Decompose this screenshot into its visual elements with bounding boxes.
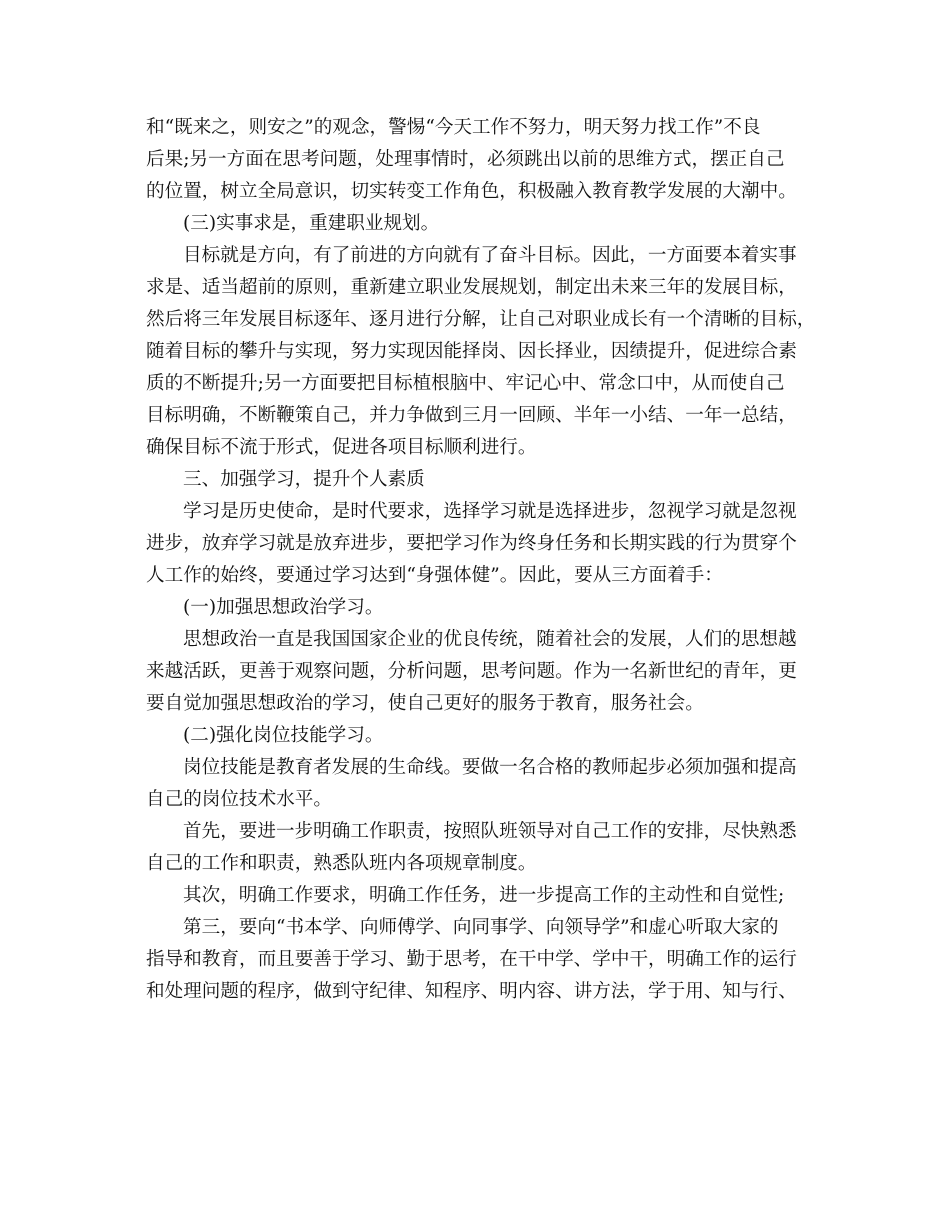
text-line: 自己的岗位技术水平。: [146, 789, 332, 810]
text-line: 首先，要进一步明确工作职责，按照队班领导对自己工作的安排，尽快熟悉: [183, 821, 797, 842]
section-heading: (二)强化岗位技能学习。: [183, 725, 384, 746]
text-line: 的位置，树立全局意识，切实转变工作角色，积极融入教育教学发展的大潮中。: [146, 181, 797, 202]
text-line: 岗位技能是教育者发展的生命线。要做一名合格的教师起步必须加强和提高: [183, 757, 797, 778]
section-heading: (一)加强思想政治学习。: [183, 597, 384, 618]
text-line: 随着目标的攀升与实现，努力实现因能择岗、因长择业，因绩提升，促进综合素: [146, 341, 797, 362]
text-line: 确保目标不流于形式，促进各项目标顺利进行。: [146, 437, 537, 458]
text-line: 进步，放弃学习就是放弃进步，要把学习作为终身任务和长期实践的行为贯穿个: [146, 533, 797, 554]
text-line: 人工作的始终，要通过学习达到“身强体健”。因此，要从三方面着手：: [146, 565, 723, 586]
text-line: 指导和教育，而且要善于学习、勤于思考，在干中学、学中干，明确工作的运行: [146, 949, 797, 970]
text-line: 第三，要向“书本学、向师傅学、向同事学、向领导学”和虚心听取大家的: [183, 917, 779, 938]
text-line: 目标明确，不断鞭策自己，并力争做到三月一回顾、半年一小结、一年一总结，: [146, 405, 797, 426]
text-line: 然后将三年发展目标逐年、逐月进行分解，让自己对职业成长有一个清晰的目标，: [146, 309, 816, 330]
text-line: 要自觉加强思想政治的学习，使自己更好的服务于教育，服务社会。: [146, 693, 704, 714]
text-line: 来越活跃，更善于观察问题，分析问题，思考问题。作为一名新世纪的青年，更: [146, 661, 797, 682]
text-line: 和处理问题的程序，做到守纪律、知程序、明内容、讲方法，学于用、知与行、: [146, 981, 797, 1002]
text-line: 目标就是方向，有了前进的方向就有了奋斗目标。因此，一方面要本着实事: [183, 245, 797, 266]
text-line: 其次，明确工作要求，明确工作任务，进一步提高工作的主动性和自觉性;: [183, 885, 785, 906]
text-line: 思想政治一直是我国国家企业的优良传统，随着社会的发展，人们的思想越: [183, 629, 797, 650]
text-line: 自己的工作和职责，熟悉队班内各项规章制度。: [146, 853, 537, 874]
text-line: 学习是历史使命，是时代要求，选择学习就是选择进步，忽视学习就是忽视: [183, 501, 797, 522]
text-line: 质的不断提升;另一方面要把目标植根脑中、牢记心中、常念口中，从而使自己: [146, 373, 785, 394]
section-heading: (三)实事求是，重建职业规划。: [183, 213, 440, 234]
section-heading: 三、加强学习，提升个人素质: [183, 469, 425, 490]
text-line: 和“既来之，则安之”的观念，警惕“今天工作不努力，明天努力找工作”不良: [146, 117, 761, 138]
text-line: 后果;另一方面在思考问题，处理事情时，必须跳出以前的思维方式，摆正自己: [146, 149, 785, 170]
text-line: 求是、适当超前的原则，重新建立职业发展规划，制定出未来三年的发展目标，: [146, 277, 797, 298]
document-body: [146, 112, 816, 1008]
